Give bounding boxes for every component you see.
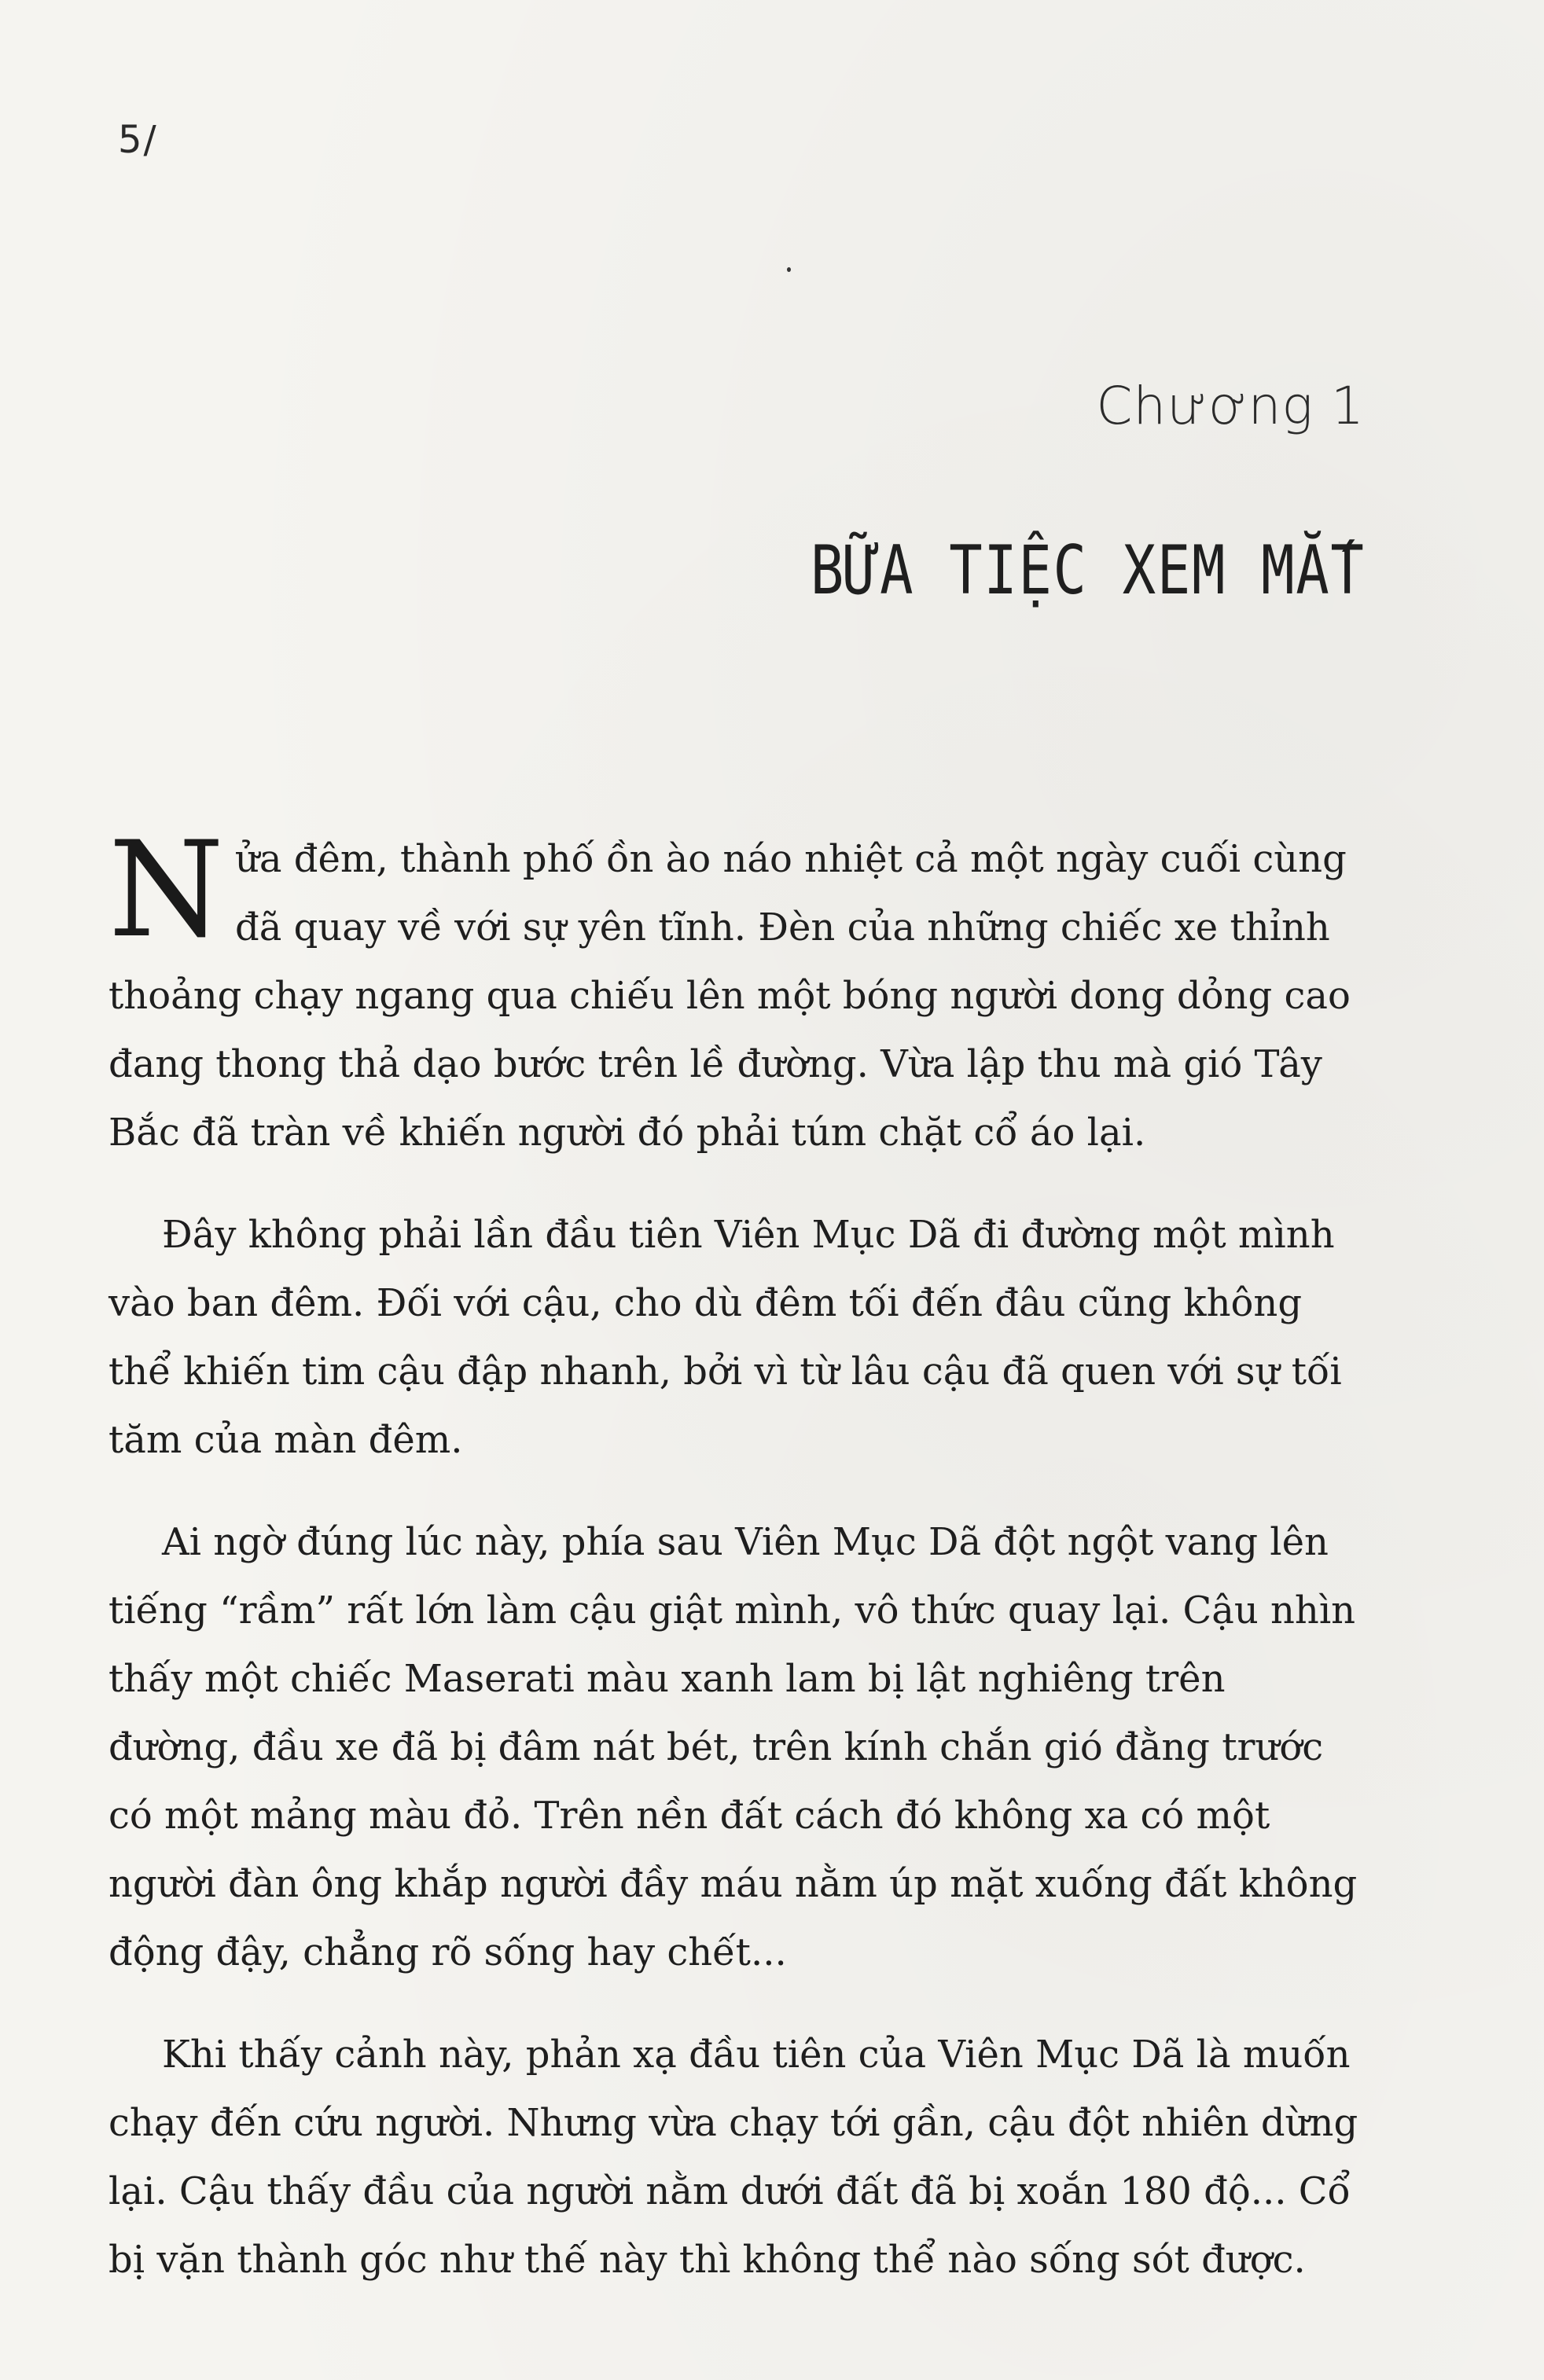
print-speck — [787, 267, 791, 272]
paragraph-4: Khi thấy cảnh này, phản xạ đầu tiên của Viên Mục Dã là muốn chạy đến cứu người. Nhưng vừa chạy tới gần, cậu đột nhiên dừng lại. Cậu thấy đầu của người nằm dưới đất đã bị xoắn 180 độ... Cổ bị vặn thành góc như thế này thì không thể nào sống sót được. — [108, 2033, 1358, 2282]
page-number: 5/ — [118, 118, 158, 162]
paragraph-3: Ai ngờ đúng lúc này, phía sau Viên Mục Dã đột ngột vang lên tiếng “rầm” rất lớn làm cậu giật mình, vô thức quay lại. Cậu nhìn thấy một chiếc Maserati màu xanh lam bị lật nghiêng trên đường, đầu xe đã bị đâm nát bét, trên kính chắn gió đằng trước có một mảng màu đỏ. Trên nền đất cách đó không xa có một người đàn ông khắp người đầy máu nằm úp mặt xuống đất không động đậy, chẳng rõ sống hay chết... — [108, 1520, 1358, 1974]
paragraph-1 — [108, 813, 1366, 1167]
paragraph-2: Đây không phải lần đầu tiên Viên Mục Dã đi đường một mình vào ban đêm. Đối với cậu, cho dù đêm tối đến đâu cũng không thể khiến tim cậu đập nhanh, bởi vì từ lâu cậu đã quen với sự tối tăm của màn đêm. — [108, 1213, 1342, 1462]
drop-cap: N — [108, 813, 224, 967]
paragraph-1-text: ửa đêm, thành phố ồn ào náo nhiệt cả một ngày cuối cùng đã quay về với sự yên tĩnh. Đèn của những chiếc xe thỉnh thoảng chạy ngang qua chiếu lên một bóng người dong dỏng cao đang thong thả dạo bước trên lề đường. Vừa lập thu mà gió Tây Bắc đã tràn về khiến người đó phải túm chặt cổ áo lại. — [108, 837, 1351, 1155]
chapter-title: BỮA TIỆC XEM MẮT — [810, 531, 1365, 610]
chapter-label: Chương 1 — [1096, 376, 1365, 436]
chapter-body — [108, 813, 1366, 2328]
